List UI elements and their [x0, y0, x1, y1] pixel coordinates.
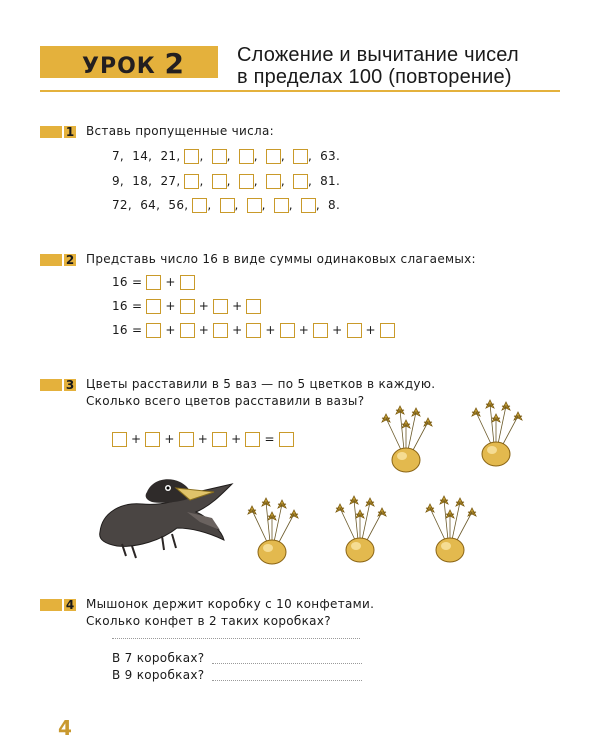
comma: , — [307, 149, 313, 163]
row-3-end: 8. — [328, 198, 341, 212]
comma: , — [226, 174, 231, 188]
task-4-text — [86, 596, 374, 630]
flower-vase — [326, 494, 398, 564]
question-7-boxes: В 7 коробках? — [112, 651, 205, 665]
answer-box[interactable] — [184, 149, 199, 164]
comma: , — [261, 198, 266, 212]
flower-vase — [462, 398, 534, 468]
lesson-label — [82, 49, 185, 79]
answer-box[interactable] — [266, 149, 281, 164]
plus-sign: + — [165, 323, 176, 337]
answer-box[interactable] — [212, 432, 227, 447]
lesson-title-line-1: Сложение и вычитание чисел — [237, 44, 519, 66]
comma: , — [226, 149, 231, 163]
comma: , — [315, 198, 321, 212]
answer-box[interactable] — [212, 174, 227, 189]
plus-sign: + — [265, 323, 276, 337]
answer-box[interactable] — [247, 198, 262, 213]
plus-sign: + — [232, 299, 243, 313]
plus-sign: + — [197, 432, 209, 446]
task-3-marker — [40, 379, 62, 391]
task-1-instruction: Вставь пропущенные числа: — [86, 124, 274, 138]
answer-box[interactable] — [239, 174, 254, 189]
answer-box[interactable] — [179, 432, 194, 447]
comma: , — [280, 149, 285, 163]
answer-line[interactable] — [112, 638, 360, 639]
answer-box[interactable] — [239, 149, 254, 164]
lesson-title-line-2: в пределах 100 (повторение) — [237, 66, 512, 88]
comma: , — [253, 149, 258, 163]
answer-box[interactable] — [213, 323, 228, 338]
answer-line[interactable] — [212, 663, 362, 664]
answer-box[interactable] — [146, 323, 161, 338]
lesson-number: 2 — [164, 47, 185, 80]
answer-box[interactable] — [279, 432, 294, 447]
answer-box[interactable] — [145, 432, 160, 447]
answer-box[interactable] — [301, 198, 316, 213]
row-2-start: 9, 18, 27, — [112, 174, 181, 188]
task-2-row-3 — [112, 321, 395, 339]
lesson-label-text: УРОК — [82, 54, 156, 79]
answer-line[interactable] — [212, 680, 362, 681]
plus-sign: + — [332, 323, 343, 337]
page-number: 4 — [58, 716, 72, 740]
answer-box[interactable] — [347, 323, 362, 338]
plus-sign: + — [198, 299, 210, 313]
answer-box[interactable] — [293, 149, 308, 164]
task-2-instruction: Представь число 16 в виде суммы одинаковых слагаемых: — [86, 252, 476, 266]
equals-sign: = — [264, 432, 275, 446]
task-3-line-1: Цветы расставили в 5 ваз — по 5 цветков в каждую. — [86, 377, 436, 391]
answer-box[interactable] — [213, 299, 228, 314]
task-4-line-2: Сколько конфет в 2 таких коробках? — [86, 614, 331, 628]
answer-box[interactable] — [112, 432, 127, 447]
answer-box[interactable] — [180, 275, 195, 290]
crow-illustration — [92, 462, 242, 562]
task-1-row-3 — [112, 196, 340, 214]
answer-box[interactable] — [146, 299, 161, 314]
comma: , — [199, 149, 204, 163]
row-1-end: 63. — [320, 149, 341, 163]
task-1-row-2 — [112, 172, 340, 190]
question-9-boxes: В 9 коробках? — [112, 668, 205, 682]
row-1-start: 7, 14, 21, — [112, 149, 181, 163]
answer-box[interactable] — [246, 299, 261, 314]
comma: , — [253, 174, 258, 188]
task-3-equation — [112, 430, 294, 448]
comma: , — [288, 198, 293, 212]
equation-lhs: 16 = — [112, 323, 143, 337]
task-1-marker — [40, 126, 62, 138]
answer-box[interactable] — [146, 275, 161, 290]
task-1-row-1 — [112, 147, 340, 165]
answer-box[interactable] — [245, 432, 260, 447]
task-3-number: 3 — [65, 378, 75, 392]
task-1-number: 1 — [65, 125, 75, 139]
answer-box[interactable] — [380, 323, 395, 338]
answer-box[interactable] — [266, 174, 281, 189]
comma: , — [207, 198, 212, 212]
answer-box[interactable] — [192, 198, 207, 213]
task-2-row-2 — [112, 297, 261, 315]
answer-box[interactable] — [313, 323, 328, 338]
plus-sign: + — [164, 432, 175, 446]
plus-sign: + — [165, 299, 176, 313]
comma: , — [307, 174, 313, 188]
answer-box[interactable] — [184, 174, 199, 189]
comma: , — [280, 174, 285, 188]
header-rule — [40, 90, 560, 92]
task-4-number: 4 — [65, 598, 75, 612]
task-2-marker — [40, 254, 62, 266]
answer-box[interactable] — [246, 323, 261, 338]
answer-box[interactable] — [220, 198, 235, 213]
plus-sign: + — [365, 323, 376, 337]
plus-sign: + — [198, 323, 210, 337]
plus-sign: + — [131, 432, 142, 446]
comma: , — [234, 198, 239, 212]
plus-sign: + — [165, 275, 176, 289]
answer-box[interactable] — [212, 149, 227, 164]
comma: , — [199, 174, 204, 188]
flower-vase — [372, 404, 444, 474]
plus-sign: + — [298, 323, 310, 337]
answer-box[interactable] — [180, 299, 195, 314]
answer-box[interactable] — [180, 323, 195, 338]
task-2-number: 2 — [65, 253, 75, 267]
lesson-title — [237, 44, 557, 88]
answer-box[interactable] — [293, 174, 308, 189]
equation-lhs: 16 = — [112, 275, 143, 289]
row-2-end: 81. — [320, 174, 341, 188]
flower-vase — [238, 496, 310, 566]
flower-vase — [416, 494, 488, 564]
answer-box[interactable] — [280, 323, 295, 338]
plus-sign: + — [232, 323, 243, 337]
task-4-line-1: Мышонок держит коробку с 10 конфетами. — [86, 597, 375, 611]
task-3-line-2: Сколько всего цветов расставили в вазы? — [86, 394, 365, 408]
task-2-row-1 — [112, 273, 195, 291]
task-4-marker — [40, 599, 62, 611]
row-3-start: 72, 64, 56, — [112, 198, 189, 212]
equation-lhs: 16 = — [112, 299, 143, 313]
plus-sign: + — [231, 432, 242, 446]
answer-box[interactable] — [274, 198, 289, 213]
